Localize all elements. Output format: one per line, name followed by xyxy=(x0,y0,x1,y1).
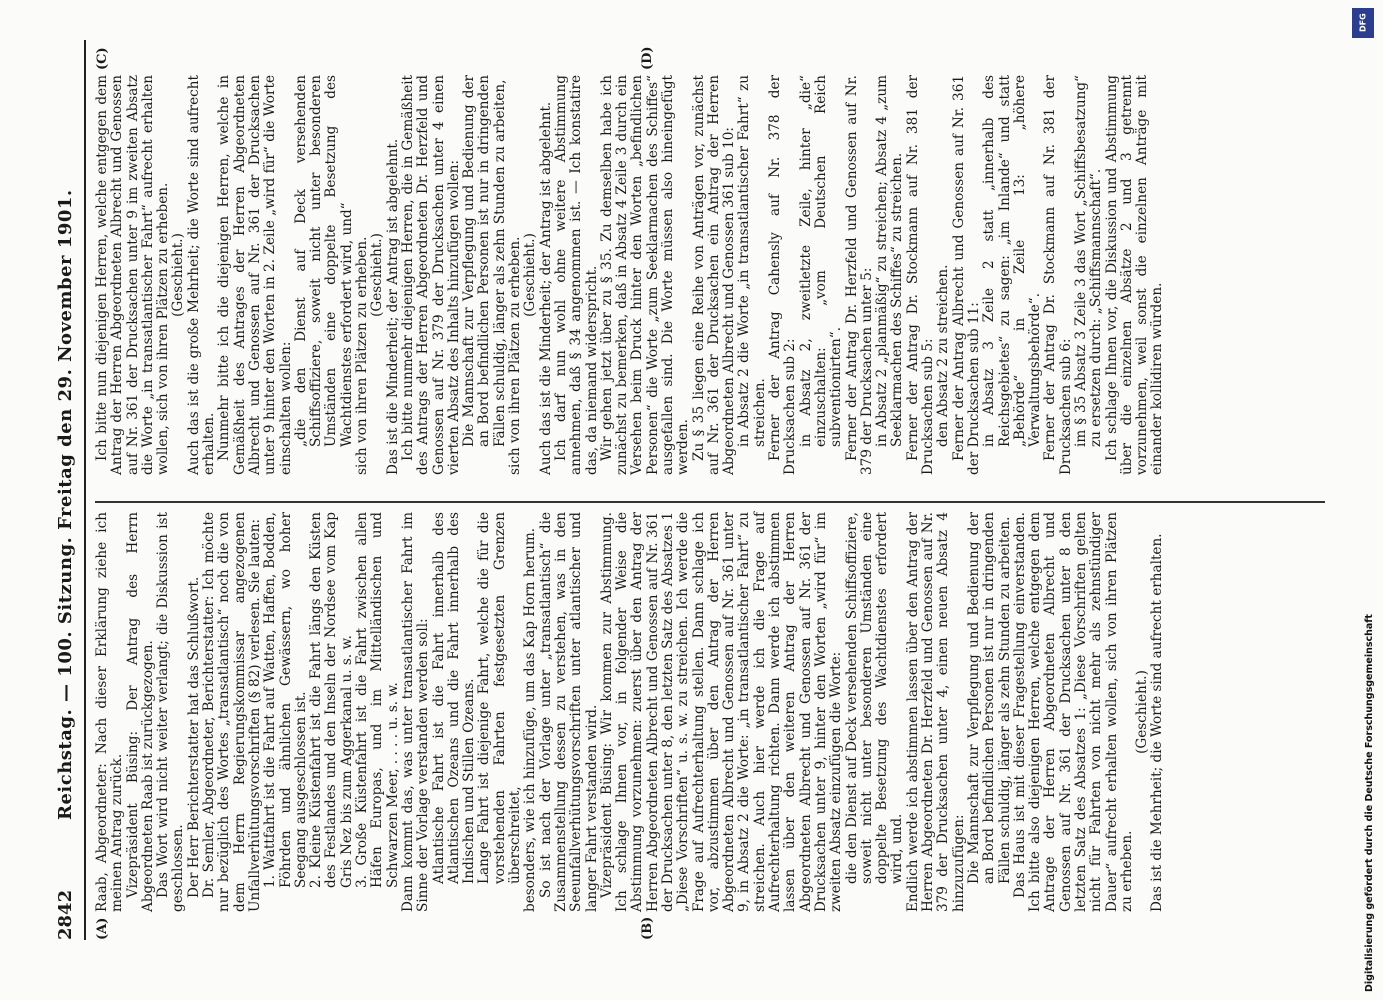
paragraph: Vizepräsident Büsing: Wir kommen zur Abstimmung. Ich schlage Ihnen vor, in folgender Weise die Abstimmung vorzunehmen: zuerst über den Antrag der Herren Abgeordneten Albrecht und Genossen auf Nr. 361 der Drucksachen unter 8, den letzten Satz des Absatzes 1 „Diese Vorschriften“ u. s. w. zu streichen. Ich werde die Frage auf Aufrechterhaltung stellen. Dann schlage ich vor, abzustimmen über den Antrag der Herren Abgeordneten Albrecht und Genossen auf Nr. 361 unter 9, in Absatz 2 die Worte: „in transatlantischer Fahrt“ zu streichen. Auch hier werde ich die Frage auf Aufrechterhaltung richten. Dann werde ich abstimmen lassen über den weiteren Antrag der Herren Abgeordneten Albrecht und Genossen auf Nr. 361 der Drucksachen unter 9, hinter den Worten „wird für“ im zweiten Absatz einzufügen die Worte: xyxy=(598,512,845,912)
left-column xyxy=(95,512,1166,912)
paragraph: Das Haus ist mit dieser Fragestellung einverstanden. Ich bitte also diejenigen Herren, welche entgegen dem Antrage der Herren Abgeordneten Albrecht und Genossen auf Nr. 361 der Drucksachen unter 8 den letzten Satz des Absatzes 1: „Diese Vorschriften gelten nicht für Fahrten von nicht mehr als zehnstündiger Dauer“ aufrecht erhalten wollen, sich von ihren Plätzen zu erheben. xyxy=(1011,512,1135,912)
paragraph: Dann kommt das, was unter transatlantischer Fahrt im Sinne der Vorlage verstanden werden soll: xyxy=(399,512,432,912)
remark: (Geschieht.) xyxy=(1134,670,1151,754)
margin-letter-d: (D) xyxy=(640,46,655,70)
page-header xyxy=(0,0,90,1000)
header-rule xyxy=(84,40,86,940)
paragraph: Ferner der Antrag Cahensly auf Nr. 378 der Drucksachen sub 2: xyxy=(767,75,799,475)
dfg-logo: DFG xyxy=(1352,8,1374,38)
paragraph: Das ist die Mehrheit; die Worte sind aufrecht erhalten. xyxy=(1149,533,1166,912)
quote: Die Mannschaft zur Verpflegung und Bedienung der an Bord befindlichen Personen ist nur in dringenden Fällen schuldig, länger als zehn Stunden zu arbeiten. xyxy=(965,512,1013,884)
paragraph: Ferner der Antrag Dr. Herzfeld und Genossen auf Nr. 379 der Drucksachen unter 5: xyxy=(843,75,875,475)
paragraph: Ich darf nun wohl ohne weitere Abstimmung annehmen, daß § 34 angenommen ist. — Ich konstatire das, da niemand widerspricht. xyxy=(552,75,600,475)
paragraph: Ferner der Antrag Albrecht und Genossen auf Nr. 361 der Drucksachen sub 11: xyxy=(950,75,982,475)
column-divider xyxy=(95,501,1325,503)
remark: (Geschieht.) xyxy=(522,233,539,317)
paragraph: Nunmehr bitte ich die diejenigen Herren, welche in Gemäßheit des Antrages der Herren Abgeordneten Albrecht und Genossen auf Nr. 361 der Drucksachen unter 9 hinter den Worten in 2. Zeile „wird für“ die Worte einschalten wollen: xyxy=(216,75,294,475)
paragraph: Auch das ist die große Mehrheit; die Worte sind aufrecht erhalten. xyxy=(185,75,218,475)
right-column xyxy=(95,75,1166,475)
paragraph: Raab, Abgeordneter: Nach dieser Erklärung ziehe ich meinen Antrag zurück. xyxy=(94,512,126,912)
paragraph: Dr. Semler, Abgeordneter, Berichterstatter: Ich möchte nur bezüglich des Wortes „transatlantisch“ noch die von dem Herrn Regierungskommissar angezogenen Unfallverhütungsvorschriften (§ 82) verlesen. Sie lauten: xyxy=(201,512,263,912)
margin-letter-b: (B) xyxy=(640,916,655,940)
paragraph: sich von ihren Plätzen zu erheben. xyxy=(507,236,524,475)
paragraph: Wir gehen jetzt über zu § 35. Zu demselben habe ich zunächst zu bemerken, daß in Absatz 4 Zeile 3 durch ein Versehen beim Druck hinter den Worten „befindlichen Personen“ die Worte „zum Seeklarmachen des Schiffes“ ausgefallen sind. Die Worte müssen also hineingefügt werden. xyxy=(598,75,692,475)
quote: „die den Dienst auf Deck versehenden Schiffsoffiziere, soweit nicht unter besonderen Umständen eine doppelte Besetzung des Wachtdienstes erfordert wird, und“ xyxy=(292,75,355,447)
digitization-credit xyxy=(1345,8,1375,992)
quote: die den Dienst auf Deck versehenden Schiffsoffiziere, soweit nicht unter besonderen Umständen eine doppelte Besetzung des Wachtdienstes erfordert wird, und. xyxy=(843,512,906,884)
paragraph: Das ist die Minderheit; der Antrag ist abgelehnt. xyxy=(384,138,401,475)
list-item: 1. Wattfahrt ist die Fahrt auf Watten, Haffen, Bodden, Föhrden und ähnlichen Gewässern, wo hoher Seegang ausgeschlossen ist. xyxy=(262,512,309,888)
paragraph: sich von ihren Plätzen zu erheben. xyxy=(354,236,371,475)
paragraph: Vizepräsident Büsing: Der Antrag des Herrn Abgeordneten Raab ist zurückgezogen. xyxy=(124,512,156,912)
credit-text: Digitalisierung gefördert durch die Deutsche Forschungsgemeinschaft xyxy=(1364,614,1375,992)
quote: Die Mannschaft zur Verpflegung und Bedienung der an Bord befindlichen Personen ist nur in dringenden Fällen schuldig, länger als zehn Stunden zu arbeiten, xyxy=(461,75,508,447)
margin-letter-c: (C) xyxy=(95,47,110,70)
paragraph: Das Wort wird nicht weiter verlangt; die Diskussion ist geschlossen. xyxy=(155,512,187,912)
paragraph: Ferner der Antrag Dr. Stockmann auf Nr. 381 der Drucksachen sub 5: xyxy=(904,75,937,475)
paragraph: Ferner der Antrag Dr. Stockmann auf Nr. 381 der Drucksachen sub 6: xyxy=(1042,75,1074,475)
paragraph: Endlich werde ich abstimmen lassen über den Antrag der Herren Abgeordneten Dr. Herzfeld und Genossen auf Nr. 379 der Drucksachen unter 4, einen neuen Absatz 4 hinzuzufügen: xyxy=(904,512,967,912)
paragraph: Der Herr Berichterstatter hat das Schlußwort. xyxy=(185,576,202,898)
page-title: Reichstag. — 100. Sitzung. Freitag den 29. November 1901. xyxy=(55,189,76,820)
paragraph: Ich schlage Ihnen vor, die Diskussion und Abstimmung über die einzelnen Absätze 2 und 3 getrennt vorzunehmen, weil sonst die einzelnen Anträge mit einander kollidiren würden. xyxy=(1103,75,1166,475)
paragraph: So ist nach der Vorlage unter „transatlantisch“ die Zusammenstellung dessen zu verstehen, was in den Seeunfallverhütungsvorschriften unter atlantischer und langer Fahrt verstanden wird. xyxy=(537,512,600,912)
quote: den Absatz 2 zu streichen. xyxy=(935,264,952,447)
list-item: 3. Große Küstenfahrt ist die Fahrt zwischen allen Häfen Europas, und im Mittelländischen und Schwarzen Meer, . . . . u. s. w. xyxy=(354,512,401,888)
paragraph: Ich bitte nunmehr diejenigen Herren, die in Gemäßheit des Antrags der Herren Abgeordneten Dr. Herzfeld und Genossen auf Nr. 379 der Drucksachen unter 4 einen vierten Absatz des Inhalts hinzufügen wollen: xyxy=(399,75,462,475)
margin-letter-a: (A) xyxy=(95,917,110,940)
quote: in Absatz 2 „planmäßig“ zu streichen; Absatz 4 „zum Seeklarmachen des Schiffes“ zu streichen. xyxy=(874,75,906,447)
paragraph: Ich bitte nun diejenigen Herren, welche entgegen dem Antrag der Herren Abgeordneten Albrecht und Genossen auf Nr. 361 der Drucksachen unter 9 im zweiten Absatz die Worte „in transatlantischer Fahrt“ aufrecht erhalten wollen, sich von ihren Plätzen zu erheben. xyxy=(94,75,172,475)
page-number: 2842 xyxy=(55,889,76,940)
paragraph: Auch das ist die Minderheit; der Antrag ist abgelehnt. xyxy=(537,101,554,475)
quote: Atlantische Fahrt ist die Fahrt innerhalb des Atlantischen Ozeans und die Fahrt innerhalb des Indischen und Stillen Ozeans. xyxy=(430,512,478,884)
paragraph: Zu § 35 liegen eine Reihe von Anträgen vor, zunächst auf Nr. 361 der Drucksachen ein Antrag der Herren Abgeordneten Albrecht und Genossen 361 sub 10: xyxy=(690,75,738,475)
quote: in Absatz 2 die Worte „in transatlantischer Fahrt“ zu streichen. xyxy=(736,75,768,447)
paragraph: besonders, wie ich hinzufüge, um das Kap Horn herum. xyxy=(522,527,539,912)
quote: in Absatz 3 Zeile 2 statt „innerhalb des Reichsgebietes“ zu sagen: „im Inlande“ und statt „Behörde“ in Zeile 13: „höhere Verwaltungsbehörde“. xyxy=(981,75,1044,447)
quote: im § 35 Absatz 3 Zeile 3 das Wort „Schiffsbesatzung“ zu ersetzen durch: „Schiffsmannschaft“. xyxy=(1073,75,1105,447)
quote: Lange Fahrt ist diejenige Fahrt, welche die für die vorstehenden Fahrten festgesetzten Grenzen überschreitet, xyxy=(476,512,524,884)
remark: (Geschieht.) xyxy=(369,233,386,317)
quote: in Absatz 2, zweitletzte Zeile, hinter „die“ einzuschalten: „vom Deutschen Reich subventionirten“. xyxy=(797,75,845,447)
remark: (Geschieht.) xyxy=(170,233,187,317)
list-item: 2. Kleine Küstenfahrt ist die Fahrt längs den Küsten des Festlandes und den Inseln der Nordsee vom Kap Gris Nez bis zum Aggerkanal u. s. w. xyxy=(308,512,355,888)
